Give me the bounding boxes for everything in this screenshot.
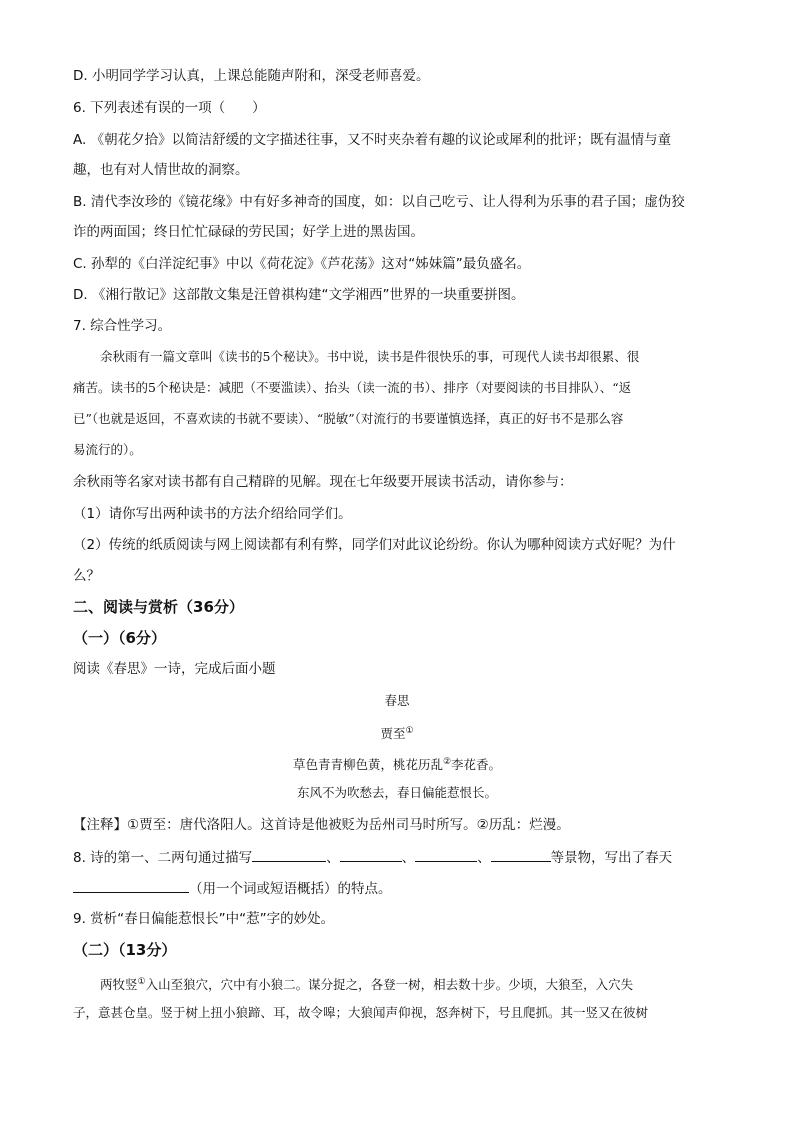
question-7-stem: 7. 综合性学习。	[73, 318, 172, 334]
poem-line-1a: 草色青青柳色黄，桃花历乱	[292, 757, 443, 773]
answer-blank-3[interactable]	[415, 847, 477, 862]
part-1-intro: 阅读《春思》一诗，完成后面小题	[73, 661, 276, 677]
poem-title: 春思	[384, 693, 410, 708]
q6-option-a-line2: 趣，也有对人情世故的洞察。	[73, 162, 249, 178]
question-8-line2	[73, 878, 392, 899]
poem-author	[0, 721, 794, 744]
q8-sep-1: 、	[326, 850, 340, 866]
part-1-heading: （一）（6分）	[73, 629, 166, 647]
answer-blank-5[interactable]	[73, 878, 189, 893]
question-6-stem: 6. 下列表述有误的一项（ ）	[73, 100, 266, 116]
passage-line-1b: 入山至狼穴，穴中有小狼二。谋分捉之，各登一树，相去数十步。少顷，大狼至，入穴失	[145, 977, 634, 993]
q8-suffix: 等景物，写出了春天	[550, 850, 673, 866]
q6-option-b-line2: 诈的两面国；终日忙忙碌碌的劳民国；好学上进的黑齿国。	[73, 224, 424, 240]
q7-material-line3: 已”（也就是返回，不喜欢读的书就不要读）、“脱敏”（对流行的书要谨慎选择，真正的好书不是那么容	[73, 411, 624, 426]
question-9: 9. 赏析“春日偏能惹恨长”中“惹”字的妙处。	[73, 911, 335, 927]
q7-material-line4: 易流行的）。	[73, 442, 142, 457]
note-mark-3: ①	[137, 977, 146, 987]
q6-option-d: D. 《湘行散记》这部散文集是汪曾祺构建“文学湘西”世界的一块重要拼图。	[73, 287, 525, 303]
option-d-line: D. 小明同学学习认真，上课总能随声附和，深受老师喜爱。	[73, 68, 430, 84]
passage-line-1	[100, 972, 633, 995]
note-mark-2: ②	[442, 757, 452, 767]
q7-material-line1: 余秋雨有一篇文章叫《读书的5个秘诀》。书中说，读书是件很快乐的事，可现代人读书却很累、很	[100, 349, 640, 364]
poem-note: 【注释】①贾至：唐代洛阳人。这首诗是他被贬为岳州司马时所写。②历乱：烂漫。	[73, 817, 570, 833]
q7-intro: 余秋雨等名家对读书都有自己精辟的见解。现在七年级要开展读书活动，请你参与：	[73, 474, 573, 490]
q7-material-line2: 痛苦。读书的5个秘诀是：减肥（不要滥读）、抬头（读一流的书）、排序（对要阅读的书目排队）、“返	[73, 380, 632, 395]
poem-author-name: 贾至	[380, 726, 406, 742]
q8-tail: （用一个词或短语概括）的特点。	[189, 881, 392, 897]
q8-sep-3: 、	[477, 850, 491, 866]
q7-sub1: （1）请你写出两种读书的方法介绍给同学们。	[73, 506, 352, 522]
q7-sub2-line1: （2）传统的纸质阅读与网上阅读都有利有弊，同学们对此议论纷纷。你认为哪种阅读方式好呢？为什	[73, 537, 676, 553]
answer-blank-4[interactable]	[491, 847, 551, 862]
answer-blank-1[interactable]	[252, 847, 326, 862]
part-2-heading: （二）（13分）	[73, 941, 177, 959]
section-2-heading: 二、阅读与赏析（36分）	[73, 598, 244, 616]
q7-sub2-line2: 么？	[73, 568, 100, 584]
question-8-line1	[73, 847, 672, 868]
q6-option-b-line1: B. 清代李汝珍的《镜花缘》中有好多神奇的国度，如：以自己吃亏、让人得利为乐事的君子国；虚伪狡	[73, 194, 685, 210]
poem-line-2: 东风不为吹愁去，春日偏能惹恨长。	[296, 785, 497, 800]
q6-option-c: C. 孙犁的《白洋淀纪事》中以《荷花淀》《芦花荡》这对“姊妹篇”最负盛名。	[73, 256, 531, 272]
q8-prefix: 8. 诗的第一、二两句通过描写	[73, 850, 253, 866]
poem-line-1	[0, 752, 794, 775]
passage-line-2: 子，意甚仓皇。竖于树上扭小狼蹄、耳，故令嗥；大狼闻声仰视，怒奔树下，号且爬抓。其一竖又在彼树	[73, 1005, 649, 1020]
note-mark-1: ①	[405, 726, 414, 736]
q6-option-a-line1: A. 《朝花夕拾》以简洁舒缓的文字描述往事，又不时夹杂着有趣的议论或犀利的批评；既有温情与童	[73, 132, 672, 148]
answer-blank-2[interactable]	[340, 847, 402, 862]
passage-line-1a: 两牧竖	[100, 977, 138, 993]
q8-sep-2: 、	[401, 850, 416, 866]
poem-line-1b: 李花香。	[451, 757, 502, 773]
